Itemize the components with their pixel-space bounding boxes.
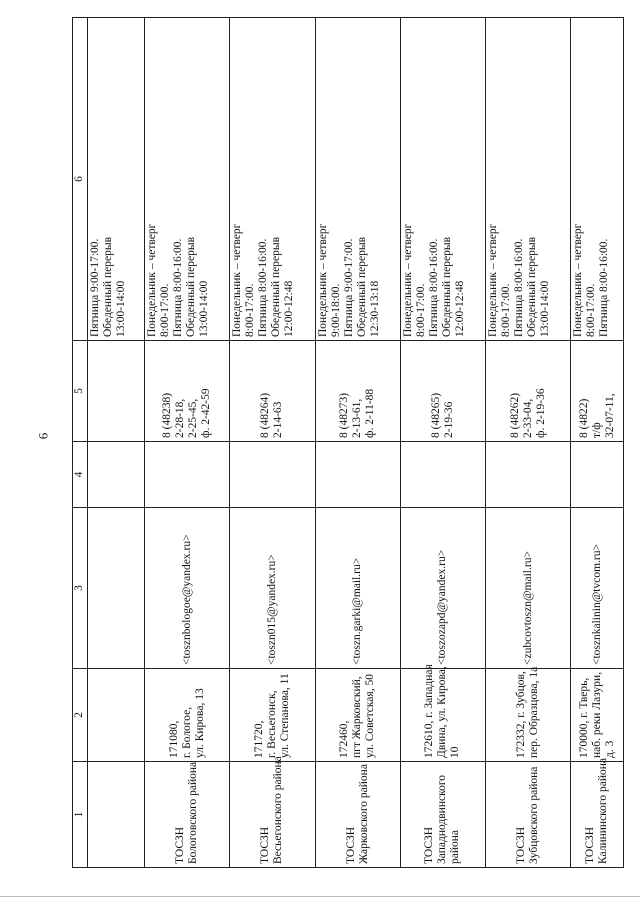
hours-line: 12:00-12:48 <box>283 280 296 337</box>
address-line: наб. реки Лазури, <box>590 671 603 758</box>
phone-cell <box>400 341 485 442</box>
phone-line: 8 (48238) <box>161 392 174 438</box>
phone-line: ф. 2-42-59 <box>200 388 213 438</box>
hours-line: Понедельник – четверг <box>146 223 158 337</box>
hours-line: 12:00-12:48 <box>453 280 466 337</box>
hours-line: Пятница 9:00-17:00. <box>89 238 101 337</box>
rotated-table-wrapper <box>72 24 624 868</box>
hours-line: 8:00-17:00. <box>500 283 513 337</box>
table-row <box>400 18 485 868</box>
office-name-cell <box>230 756 315 868</box>
hours-line: Понедельник – четверг <box>572 223 585 337</box>
hours-cell <box>315 18 400 341</box>
hours-line: Обеденный перерыв <box>440 237 453 337</box>
hours-cell <box>230 18 315 341</box>
col-header-1: 1 <box>73 762 88 868</box>
address-cell <box>400 664 485 762</box>
bottom-rule <box>0 896 640 897</box>
header-row <box>73 18 88 868</box>
hours-line: Обеденный перерыв <box>102 237 114 337</box>
email-cell: <zubcovtoszn@mail.ru> <box>486 508 571 669</box>
phone-line: 2-28-18, <box>174 398 187 438</box>
phone-cell <box>571 341 624 442</box>
office-name-line: Калининского района <box>597 757 610 864</box>
hours-cell <box>486 18 571 341</box>
page-number: 6 <box>35 432 51 440</box>
hours-cell <box>400 18 485 341</box>
col-header-4: 4 <box>73 442 88 508</box>
address-cell <box>88 669 145 762</box>
hours-line: Понедельник – четверг <box>487 223 500 337</box>
phone-line: 2-13-61, <box>351 398 364 438</box>
office-name-line: района <box>449 829 462 864</box>
empty-cell <box>145 442 230 508</box>
phone-line: 8 (4822) <box>577 398 590 438</box>
phone-cell <box>88 341 145 442</box>
office-name-cell <box>315 762 400 868</box>
table-row <box>88 18 145 868</box>
hours-cell <box>571 18 624 341</box>
office-name-cell <box>400 762 485 868</box>
col-header-5: 5 <box>73 341 88 442</box>
phone-cell <box>145 341 230 442</box>
hours-line: 13:00-14:00 <box>539 280 552 337</box>
address-line: 172332, г. Зубцов, <box>515 671 528 758</box>
hours-line: Пятница 9:00-17:00. <box>342 238 355 337</box>
address-line: ул. Советская, 50 <box>364 674 377 758</box>
office-name-cell <box>88 762 145 868</box>
address-cell <box>145 669 230 762</box>
email-cell <box>88 508 145 669</box>
phone-cell <box>315 341 400 442</box>
phone-line: 8 (48262) <box>508 392 521 438</box>
col-header-6: 6 <box>73 18 88 341</box>
hours-line: 13:00-14:00 <box>115 280 127 337</box>
phone-cell <box>486 341 571 442</box>
address-line: г. Весьегонск, <box>265 690 278 758</box>
hours-line: Понедельник – четверг <box>316 223 329 337</box>
empty-cell <box>571 442 624 508</box>
phone-line: 2-14-63 <box>272 401 285 438</box>
phone-line: ф. 2-19-36 <box>534 388 547 438</box>
empty-cell <box>230 442 315 508</box>
office-name-line: Бологовского района <box>187 761 200 864</box>
address-line: ул. Степанова, 11 <box>278 673 291 758</box>
hours-line: Обеденный перерыв <box>185 237 197 337</box>
phone-line: 8 (48265) <box>429 392 442 438</box>
address-line: 172460, <box>338 720 351 758</box>
phone-line: 2-33-04, <box>521 398 534 438</box>
email-cell: <tosznkalinin@tvcom.ru> <box>571 508 624 669</box>
address-line: г. Бологое, <box>180 706 193 758</box>
empty-cell <box>486 442 571 508</box>
hours-line: 12:30-13:18 <box>368 280 381 337</box>
hours-line: Понедельник – четверг <box>231 223 244 337</box>
address-cell <box>230 669 315 762</box>
hours-line: Обеденный перерыв <box>526 237 539 337</box>
address-line: 170000, г. Тверь, <box>577 677 590 758</box>
address-line: пгт Жарковский, <box>351 676 364 758</box>
office-name-line: Западнодвинского <box>436 774 449 864</box>
office-name-line: ТОСЗН <box>515 826 528 864</box>
hours-line: Пятница 8:00-16:00. <box>257 238 270 337</box>
address-line: Двина, ул. Кирова, <box>436 666 449 758</box>
phone-line: 32-07-11, <box>603 393 616 438</box>
hours-line: Обеденный перерыв <box>355 237 368 337</box>
hours-line: Понедельник – четверг <box>401 223 414 337</box>
email-cell: <toszn.garki@mail.ru> <box>315 508 400 669</box>
address-line: 172610, г. Западная <box>423 664 436 758</box>
phone-line: 2-25-45, <box>187 398 200 438</box>
office-name-cell <box>145 762 230 868</box>
empty-cell <box>315 442 400 508</box>
hours-line: 8:00-17:00. <box>159 283 171 337</box>
email-cell: <tosznbologoe@yandex.ru> <box>145 508 230 669</box>
address-cell <box>315 669 400 762</box>
address-line: 171080, <box>167 720 180 758</box>
address-line: 171720, <box>252 720 265 758</box>
address-line: 10 <box>449 746 462 758</box>
office-name-line: ТОСЗН <box>344 826 357 864</box>
col-header-3: 3 <box>73 508 88 669</box>
email-cell: <toszn015@yandex.ru> <box>230 508 315 669</box>
address-cell <box>486 666 571 762</box>
hours-line: 9:00-18:00. <box>329 283 342 337</box>
table-row <box>145 18 230 868</box>
table-row <box>315 18 400 868</box>
phone-line: 8 (48273) <box>338 392 351 438</box>
phone-line: 2-19-36 <box>442 401 455 438</box>
office-name-line: ТОСЗН <box>423 826 436 864</box>
hours-line: 8:00-17:00. <box>414 283 427 337</box>
hours-cell <box>145 18 230 341</box>
hours-line: 13:00-14:00 <box>198 280 210 337</box>
address-line: ул. Кирова, 13 <box>193 688 206 758</box>
hours-line: Пятница 8:00-16:00. <box>513 238 526 337</box>
hours-line: Пятница 8:00-16:00. <box>172 238 184 337</box>
hours-cell <box>88 18 145 341</box>
email-cell: <toszozapd@yandex.ru> <box>400 508 485 669</box>
phone-line: т/ф <box>590 422 603 438</box>
office-name-line: Зубцовского района <box>528 766 541 864</box>
hours-line: 8:00-17:00. <box>244 283 257 337</box>
office-name-cell <box>486 762 571 868</box>
phone-cell <box>230 341 315 442</box>
table-row <box>486 18 571 868</box>
office-name-line: ТОСЗН <box>259 826 272 864</box>
table-row <box>571 18 624 868</box>
hours-line: Обеденный перерыв <box>270 237 283 337</box>
phone-line: ф. 2-11-88 <box>364 388 377 438</box>
hours-line: Пятница 8:00-16:00. <box>598 238 611 337</box>
office-name-line: ТОСЗН <box>584 826 597 864</box>
table-row <box>230 18 315 868</box>
phone-line: 8 (48264) <box>259 392 272 438</box>
office-name-line: ТОСЗН <box>174 826 187 864</box>
table-body <box>88 18 624 868</box>
office-name-line: Весьегонского района <box>272 756 285 864</box>
hours-line: Пятница 8:00-16:00. <box>427 238 440 337</box>
address-line: пер. Образцова, 1а <box>528 666 541 758</box>
empty-cell <box>88 442 145 508</box>
office-name-cell <box>571 757 624 868</box>
contacts-table <box>72 17 624 868</box>
address-cell <box>571 669 624 762</box>
office-name-line: Жарковского района <box>357 764 370 864</box>
col-header-2: 2 <box>73 669 88 762</box>
address-line: д. 3 <box>603 740 616 758</box>
empty-cell <box>400 442 485 508</box>
hours-line: 8:00-17:00. <box>585 283 598 337</box>
